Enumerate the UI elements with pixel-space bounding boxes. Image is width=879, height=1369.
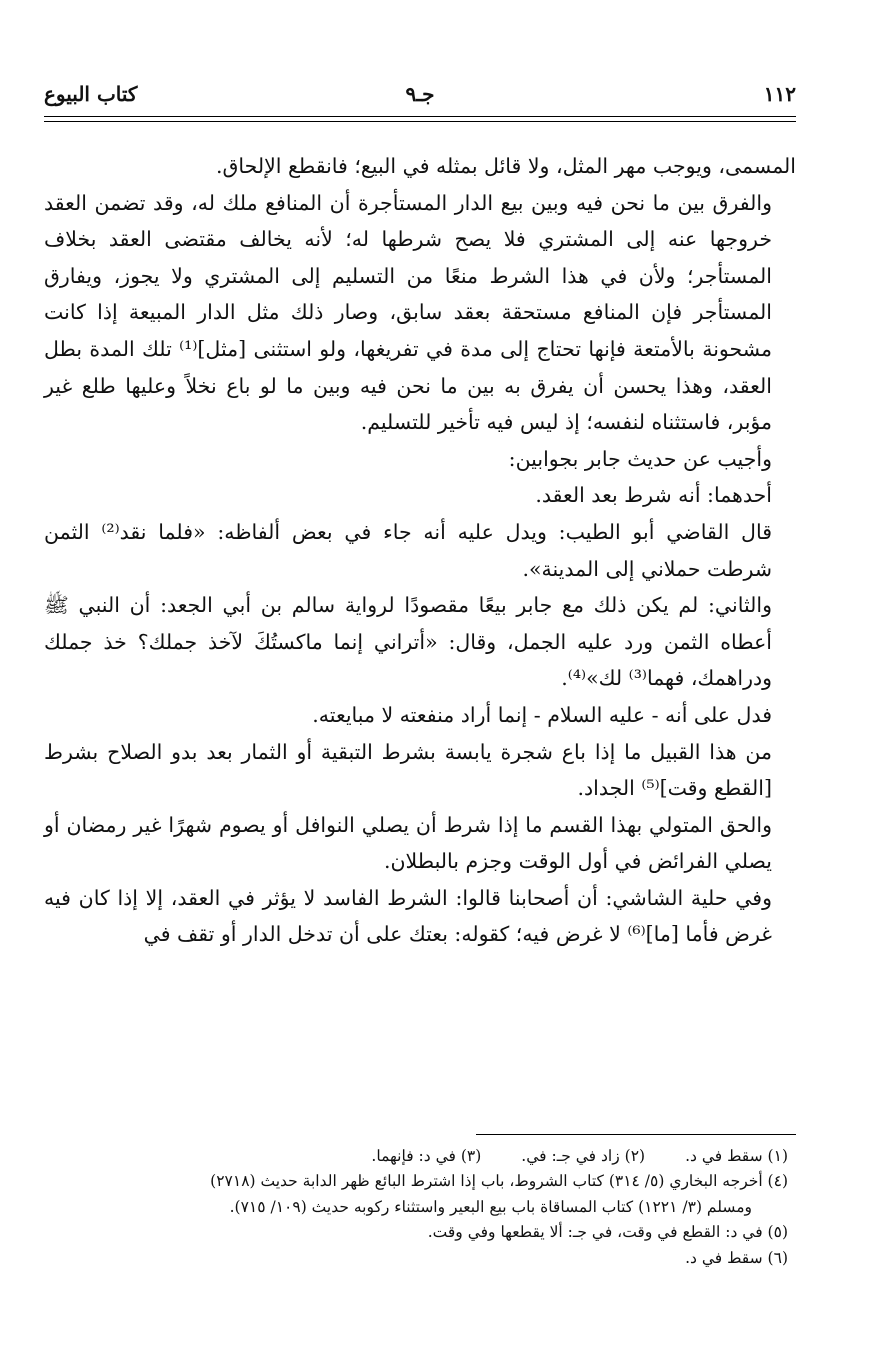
paragraph: والثاني: لم يكن ذلك مع جابر بيعًا مقصودًا لرواية سالم بن أبي الجعد: أن النبي ﷺ أعطاه الثمن ورد عليه الجمل، وقال: «أتراني إنما ماكستُكَ لآخذ جملك؟ خذ جملك ودراهمك، فهما⁽³⁾ لك»⁽⁴⁾.: [44, 593, 772, 691]
book-title: كتاب البيوع: [44, 82, 138, 106]
footnote-2: (٢) زاد في جـ: في.: [521, 1147, 646, 1165]
footnote-6: (٦) سقط في د.: [685, 1248, 788, 1267]
footnote-separator: [476, 1134, 796, 1135]
header-rule-double: [44, 121, 796, 122]
paragraph: من هذا القبيل ما إذا باع شجرة يابسة بشرط التبقية أو الثمار بعد بدو الصلاح بشرط [القطع وقت]⁽⁵⁾ الجداد.: [44, 739, 772, 801]
page-header: [44, 82, 796, 116]
footnote-row: [44, 1144, 788, 1169]
paragraph: قال القاضي أبو الطيب: ويدل عليه أنه جاء في بعض ألفاظه: «فلما نقد⁽²⁾ الثمن شرطت حملاني إلى المدينة».: [44, 519, 773, 581]
paragraph: والفرق بين ما نحن فيه وبين بيع الدار المستأجرة أن المنافع ملك له، وقد تضمن العقد خروجها عنه إلى المشتري فلا يصح شرطها له؛ لأنه يخالف مقتضى العقد بخلاف المستأجر؛ ولأن في هذا الشرط منعًا من التسليم إلى المشتري ولا يجوز، ويفارق المستأجر فإن المنافع مستحقة بعقد سابق، وصار ذلك مثل الدار المبيعة إذا كانت مشحونة بالأمتعة فإنها تحتاج إلى مدة في تفريغها، ولو استثنى [مثل]⁽¹⁾ تلك المدة بطل العقد، وهذا يحسن أن يفرق به بين ما نحن فيه وبين ما لو باع نخلاً وعليها طلع غير مؤبر، فاستثناه لنفسه؛ إذ ليس فيه تأخير للتسليم.: [44, 190, 772, 435]
page-number: ١١٢: [763, 82, 796, 106]
footnote-1: (١) سقط في د.: [685, 1147, 788, 1165]
paragraph: المسمى، ويوجب مهر المثل، ولا قائل بمثله في البيع؛ فانقطع الإلحاق.: [215, 154, 796, 178]
book-page: [44, 0, 796, 1369]
footnote-4: (٤) أخرجه البخاري (٥/ ٣١٤) كتاب الشروط، باب إذا اشترط البائع ظهر الدابة حديث (٢٧١٨): [210, 1172, 788, 1191]
paragraph: وأجيب عن حديث جابر بجوابين:: [508, 446, 772, 471]
main-text: [44, 148, 796, 953]
footnote-5: (٥) في د: القطع في وقت، في جـ: ألا يقطعها وفي وقت.: [427, 1223, 788, 1242]
footnote-3: (٣) في د: فإنهما.: [371, 1147, 482, 1165]
footnote-4-continued: ومسلم (٣/ ١٢٢١) كتاب المساقاة باب بيع البعير واستثناء ركوبه حديث (١٠٩/ ٧١٥).: [229, 1197, 752, 1216]
paragraph: فدل على أنه - عليه السلام - إنما أراد منفعته لا مبايعته.: [312, 702, 772, 727]
volume-label: جـ٩: [405, 82, 435, 106]
paragraph: والحق المتولي بهذا القسم ما إذا شرط أن يصلي النوافل أو يصوم شهرًا غير رمضان أو يصلي الفرائض في أول الوقت وجزم بالبطلان.: [44, 812, 772, 874]
paragraph: وفي حلية الشاشي: أن أصحابنا قالوا: الشرط الفاسد لا يؤثر في العقد، إلا إذا كان فيه غرض فأما [ما]⁽⁶⁾ لا غرض فيه؛ كقوله: بعتك على أن تدخل الدار أو تقف في: [44, 885, 772, 947]
paragraph: أحدهما: أنه شرط بعد العقد.: [535, 483, 772, 508]
footnotes: [44, 1144, 788, 1271]
header-rule: [44, 116, 796, 117]
